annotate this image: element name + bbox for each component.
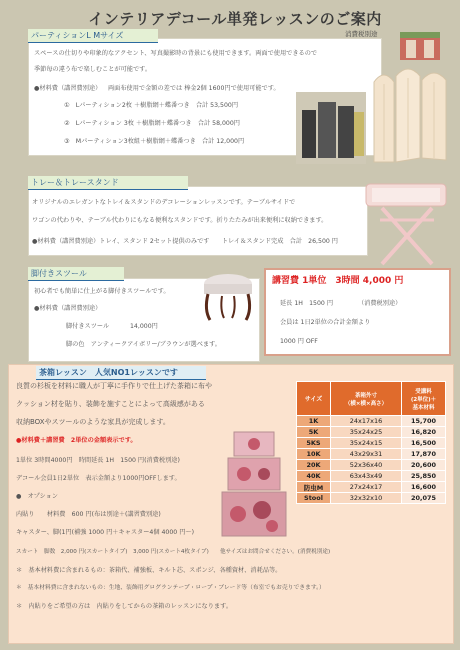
box-lesson-decor-note: デコール会員1日2単位 表示金額より1000円OFFします。 <box>16 475 181 482</box>
dimension-cell: 52x36x40 <box>331 460 402 471</box>
table-row <box>297 482 446 493</box>
fee-cell: 20,075 <box>402 493 446 504</box>
size-cell: 5KS <box>297 438 331 449</box>
box-lesson-heading: 茶箱レッスン 人気NO1レッスンです <box>36 366 206 380</box>
tax-note: 消費税別途 <box>345 30 378 38</box>
tray-materials: ●材料費（講習費別途）トレイ、スタンド 2セット提供のみです トレイ＆スタンド完成 合計 26,500 円 <box>32 238 338 245</box>
box-lesson-unit-note: 1単位 3時間4000円 時間延長 1H 1500 円(消費税別途) <box>16 457 180 464</box>
box-lesson-skirt: スカート 脚数 2,000 円(スカートタイプ) 3,000 円(スカート4枚タイプ) 他サイズはお問合せください。(消費税別途) <box>16 549 331 555</box>
box-lesson-caster: キャスター、脚(1円(補強 1000 円＋キャスター4個 4000 円〜) <box>16 529 194 536</box>
box-lesson-note-1: ＊ 基本材料費に含まれるもの：茶箱代、補強板、キルト芯、スポンジ、各種資材、消耗品等。 <box>16 567 282 574</box>
stool-item-price: 14,000円 <box>130 323 158 330</box>
box-lesson-option-title: ● オプション <box>16 493 58 500</box>
box-lesson-p1: 良質の杉板を材料に職人が丁寧に手作りで仕上げた茶箱に布や <box>16 382 212 390</box>
fee-cell: 15,700 <box>402 416 446 427</box>
fee-cell: 17,870 <box>402 449 446 460</box>
partition-item-3: ③ Mパーティション3枚組＋樹脂網＋蝶番つき 合計 12,000円 <box>64 138 245 145</box>
storage-box-image <box>398 22 442 62</box>
dimension-cell: 63x43x49 <box>331 471 402 482</box>
col-fee-header: 受講料 (2単位)＋ 基本材料 <box>402 382 446 416</box>
stool-item-name: 脚付きスツール <box>66 323 110 330</box>
box-lesson-note-2: ＊ 基本材料費に含まれないもの：生地、装飾用グログランテープ・ロープ・ブレード等（布室でもお売りできます。） <box>16 585 325 591</box>
dimension-cell: 27x24x17 <box>331 482 402 493</box>
size-cell: 20K <box>297 460 331 471</box>
course-title: 講習費 1単位 3時間 4,000 円 <box>272 276 404 286</box>
size-cell: 10K <box>297 449 331 460</box>
col-size-header: サイズ <box>297 382 331 416</box>
tray-desc-1: オリジナルのエレガントなトレイ＆スタンドのデコレーションレッスンです。テーブルサイドで <box>32 199 296 206</box>
fee-cell: 16,820 <box>402 427 446 438</box>
box-lesson-inner: 内貼り 材料費 600 円(布は別途＋(講習費別途) <box>16 511 161 518</box>
table-row <box>297 427 446 438</box>
tea-box-stack-image <box>218 430 290 538</box>
box-lesson-fee: ●材料費＋講習費 2単位の金額表示です。 <box>16 437 137 444</box>
stool-materials-title: ●材料費（講習費別途） <box>34 305 102 312</box>
dimension-cell: 35x24x25 <box>331 427 402 438</box>
tray-stand-image <box>360 180 452 268</box>
dimension-cell: 35x24x15 <box>331 438 402 449</box>
course-discount: 1000 円 OFF <box>280 338 318 345</box>
fee-cell: 20,600 <box>402 460 446 471</box>
size-cell: 防虫M <box>297 482 331 493</box>
box-lesson-p2: クッション材を貼り、装飾を施すことによって高級感がある <box>16 400 205 408</box>
course-extension-tax: （消費税別途） <box>358 300 402 307</box>
table-row <box>297 460 446 471</box>
size-cell: 1K <box>297 416 331 427</box>
tray-heading: トレー＆トレースタンド <box>28 176 188 190</box>
size-cell: 40K <box>297 471 331 482</box>
partition-materials-note: 両面布使用で金額の差では 棒金2個 1600円で使用可能です。 <box>108 85 280 92</box>
page-title: インテリアデコール単発レッスンのご案内 <box>88 10 382 28</box>
table-row <box>297 438 446 449</box>
fee-cell: 16,600 <box>402 482 446 493</box>
partition-materials-title: ●材料費（講習費別途） <box>34 85 102 92</box>
course-member: 会員は 1日2単位の合計金額より <box>280 319 371 326</box>
partition-heading: パーティションL Mサイズ <box>28 29 158 43</box>
partition-photo-image <box>296 92 366 164</box>
table-row <box>297 449 446 460</box>
stool-leg-colors: 脚の色 アンティークアイボリー/ブラウンが選べます。 <box>66 341 221 348</box>
table-row <box>297 493 446 504</box>
table-row <box>297 471 446 482</box>
size-cell: 5K <box>297 427 331 438</box>
box-lesson-note-3: ＊ 内貼りをご希望の方は 内貼りをしてからの茶箱のレッスンになります。 <box>16 603 233 610</box>
partition-desc-1: スペースの仕切りや印象的なアクセント、写真撮影時の背景にも使用できます。両面で使用できるので <box>34 50 318 57</box>
dimension-cell: 43x29x31 <box>331 449 402 460</box>
fee-cell: 16,500 <box>402 438 446 449</box>
course-extension: 延長 1H 1500 円 <box>280 300 334 307</box>
table-row <box>297 416 446 427</box>
stool-desc: 初心者でも簡単に仕上がる脚付きスツールです。 <box>34 288 170 295</box>
partition-item-1: ① Lパーティション2枚 ＋樹脂網＋蝶番つき 合計 53,500円 <box>64 102 239 109</box>
partition-item-2: ② Lパーティション 3枚 ＋樹脂網＋蝶番つき 合計 58,000円 <box>64 120 240 127</box>
fee-cell: 25,850 <box>402 471 446 482</box>
stool-heading: 脚付きスツール <box>28 267 124 281</box>
dimension-cell: 32x32x10 <box>331 493 402 504</box>
folding-screen-image <box>370 62 450 167</box>
table-header-row <box>297 382 446 416</box>
size-cell: Stool <box>297 493 331 504</box>
stool-image <box>196 266 260 324</box>
box-lesson-p3: 収納BOXやスツールのような家具が完成します。 <box>16 418 170 426</box>
tray-desc-2: ワゴンの代わりや、テーブル代わりにもなる便利なスタンドです。折りたたみが出来便利に収納できます。 <box>32 217 328 224</box>
size-price-table <box>296 381 446 504</box>
partition-desc-2: 季節毎の違う布で楽しむことが可能です。 <box>34 66 152 73</box>
col-dimensions-header: 茶箱外寸 （横×横×高さ） <box>331 382 402 416</box>
dimension-cell: 24x17x16 <box>331 416 402 427</box>
